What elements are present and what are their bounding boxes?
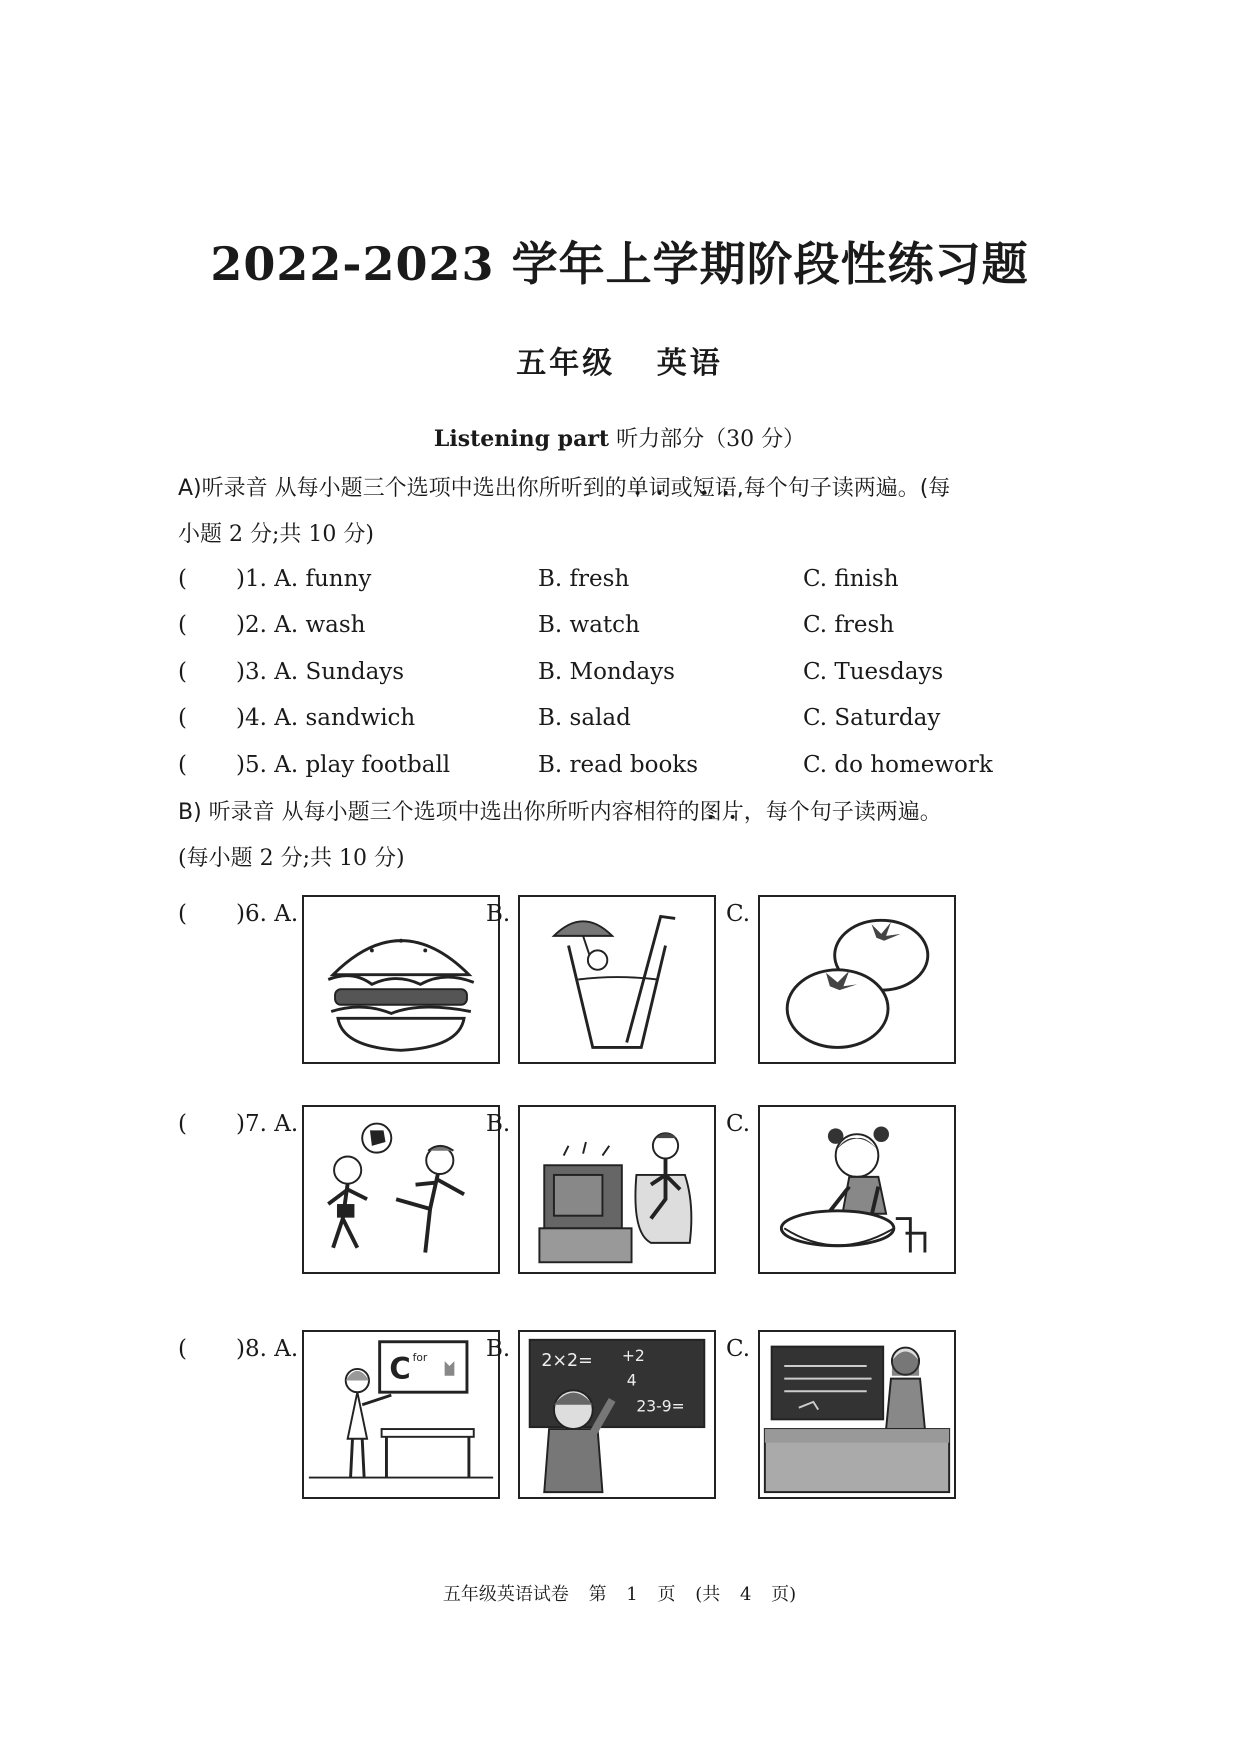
question-option-c: C. Saturday — [803, 705, 941, 731]
question-option-a: )1. A. funny — [236, 566, 372, 592]
picture-question-row — [178, 1330, 1078, 1510]
question-label: C. — [726, 1336, 751, 1362]
section-heading — [0, 422, 1239, 453]
question-option-c: C. finish — [803, 566, 899, 592]
board-text: +2 — [621, 1347, 645, 1366]
wash-clothes-image — [760, 1107, 954, 1272]
juice-image — [520, 897, 714, 1062]
answer-paren[interactable]: ( — [178, 1336, 187, 1362]
part-a-text: 或 — [670, 476, 693, 501]
picture-option-b[interactable] — [518, 1105, 716, 1274]
hamburger-image — [304, 897, 498, 1062]
part-a-text: ,每个句子读两遍。(每 — [736, 476, 951, 501]
question-label: )7. A. — [236, 1111, 299, 1137]
question-label: )6. A. — [236, 901, 299, 927]
part-b-text: ，每个句子读两遍。 — [743, 800, 942, 825]
question-option-b: B. salad — [538, 705, 631, 731]
play-football-image — [304, 1107, 498, 1272]
board-word: for — [412, 1351, 428, 1365]
question-label: C. — [726, 1111, 751, 1137]
part-a-text: A)听录音 从每小题三个选项中选出你所听到的 — [178, 476, 627, 501]
picture-option-c[interactable] — [758, 895, 956, 1064]
chinese-class-image — [760, 1332, 954, 1497]
english-class-image — [304, 1332, 498, 1497]
picture-option-a[interactable] — [302, 895, 500, 1064]
answer-paren[interactable]: ( — [178, 659, 187, 685]
board-text: 4 — [626, 1371, 637, 1390]
question-row — [178, 659, 1078, 699]
emphasis-char: 片 • — [722, 800, 744, 825]
question-option-b: B. watch — [538, 612, 640, 638]
question-label: )8. A. — [236, 1336, 299, 1362]
picture-question-row — [178, 895, 1078, 1075]
question-row — [178, 705, 1078, 745]
picture-option-a[interactable] — [302, 1105, 500, 1274]
question-option-a: )2. A. wash — [236, 612, 366, 638]
answer-paren[interactable]: ( — [178, 1111, 187, 1137]
part-a-line1 — [178, 466, 1078, 512]
picture-option-c[interactable] — [758, 1105, 956, 1274]
picture-option-c[interactable] — [758, 1330, 956, 1499]
question-option-a: )3. A. Sundays — [236, 659, 405, 685]
question-label: C. — [726, 901, 751, 927]
picture-option-b[interactable] — [518, 1330, 716, 1499]
board-letter: C — [389, 1351, 411, 1386]
page-footer: 五年级英语试卷 第 1 页 (共 4 页) — [442, 1584, 797, 1605]
question-label: B. — [486, 1111, 511, 1137]
question-option-a: )5. A. play football — [236, 752, 451, 778]
emphasis-char: 短 • — [693, 476, 715, 501]
question-option-b: B. fresh — [538, 566, 630, 592]
emphasis-char: 词 • — [649, 476, 671, 501]
question-option-b: B. read books — [538, 752, 699, 778]
exam-subtitle: 五年级 英语 — [516, 346, 723, 381]
picture-option-a[interactable] — [302, 1330, 500, 1499]
question-row — [178, 566, 1078, 606]
emphasis-char: 单 • — [627, 476, 649, 501]
answer-paren[interactable]: ( — [178, 612, 187, 638]
question-option-c: C. do homework — [803, 752, 993, 778]
answer-paren[interactable]: ( — [178, 752, 187, 778]
maths-class-image — [520, 1332, 714, 1497]
answer-paren[interactable]: ( — [178, 566, 187, 592]
part-b-instructions — [178, 790, 1078, 882]
question-option-c: C. fresh — [803, 612, 895, 638]
question-option-a: )4. A. sandwich — [236, 705, 416, 731]
watch-tv-image — [520, 1107, 714, 1272]
picture-option-b[interactable] — [518, 895, 716, 1064]
part-a-instructions — [178, 466, 1078, 558]
emphasis-char: 语 • — [715, 476, 737, 501]
question-option-c: C. Tuesdays — [803, 659, 944, 685]
part-a-line2: 小题 2 分;共 10 分) — [178, 522, 374, 547]
board-text: 23-9= — [636, 1397, 685, 1416]
picture-question-row — [178, 1105, 1078, 1285]
answer-paren[interactable]: ( — [178, 705, 187, 731]
part-b-text: B) 听录音 从每小题三个选项中选出你所听内容相符的 — [178, 800, 700, 825]
section-heading-en: Listening part — [433, 426, 610, 452]
answer-paren[interactable]: ( — [178, 901, 187, 927]
part-b-line1 — [178, 790, 1078, 836]
exam-title: 2022-2023 学年上学期阶段性练习题 — [210, 237, 1029, 291]
question-label: B. — [486, 901, 511, 927]
part-b-line2: (每小题 2 分;共 10 分) — [178, 846, 405, 871]
question-option-b: B. Mondays — [538, 659, 675, 685]
question-label: B. — [486, 1336, 511, 1362]
section-heading-cn: 听力部分（30 分） — [616, 427, 806, 452]
tomatoes-image — [760, 897, 954, 1062]
question-row — [178, 752, 1078, 792]
emphasis-char: 图 • — [700, 800, 722, 825]
board-text: 2×2= — [541, 1351, 593, 1371]
question-row — [178, 612, 1078, 652]
